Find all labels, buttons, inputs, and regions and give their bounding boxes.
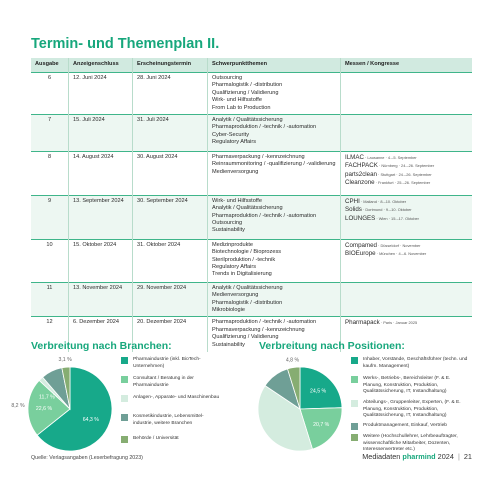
fair-name: FACHPACK <box>345 162 378 170</box>
topics-cell <box>208 195 341 239</box>
fair-detail: · Frankfurt · 25.–26. September <box>374 180 431 185</box>
fair-detail: · Paris · Januar 2025 <box>379 320 418 326</box>
table-row <box>31 282 472 317</box>
positions-legend <box>351 357 469 451</box>
topic-item: Qualifizierung / Validierung <box>212 89 279 96</box>
deadline-cell: 13. November 2024 <box>69 282 133 317</box>
topic-item: Analytik / Qualitätssicherung <box>212 205 283 212</box>
topics-cell <box>208 151 341 195</box>
topic-item: Pharmalogistik / -distribution <box>212 82 283 89</box>
topic-item: From Lab to Production <box>212 104 271 111</box>
fair-detail: · Stuttgart · 24.–26. September <box>377 171 432 177</box>
footer-mediadaten: Mediadaten <box>362 452 401 461</box>
release-cell: 29. November 2024 <box>133 282 208 317</box>
header-fairs: Messen / Kongresse <box>341 58 473 73</box>
legend-swatch <box>351 400 358 407</box>
header-issue: Ausgabe <box>31 58 69 73</box>
legend-swatch <box>351 434 358 441</box>
table-row <box>31 114 472 151</box>
table-row <box>31 195 472 239</box>
legend-label: Weitere (Hochschullehrer, Lehrbeauftragter, wissenschaftliche Mitarbeiter, Dozenten, Interessenvertreter etc.) <box>363 434 458 453</box>
topic-item: Pharmaverpackung / -kennzeichnung <box>212 153 305 160</box>
fairs-cell <box>341 73 473 115</box>
topic-item: Wirk- und Hilfsstoffe <box>212 97 262 104</box>
header-deadline: Anzeigenschluss <box>69 58 133 73</box>
legend-swatch <box>121 395 128 402</box>
pie-value-label: 64,3 % <box>82 417 99 423</box>
pie-value-label: 8,2 % <box>11 403 25 409</box>
issue-cell: 12 <box>31 317 69 352</box>
deadline-cell: 6. Dezember 2024 <box>69 317 133 352</box>
release-cell: 31. Juli 2024 <box>133 114 208 151</box>
branches-title: Verbreitung nach Branchen: <box>31 340 172 352</box>
issue-cell: 10 <box>31 239 69 282</box>
fair-detail: · Nürnberg · 24.–26. September <box>377 163 435 169</box>
footer-divider: | <box>457 452 460 461</box>
issue-cell: 9 <box>31 195 69 239</box>
deadline-cell: 13. September 2024 <box>69 195 133 239</box>
legend-swatch <box>351 376 358 383</box>
release-cell: 31. Oktober 2024 <box>133 239 208 282</box>
legend-label: Inhaber, Vorstände, Geschäftsführer (techn. und kaufm. Management) <box>363 357 468 369</box>
fair-item <box>345 198 472 206</box>
fairs-cell <box>341 195 473 239</box>
fair-item <box>345 215 472 223</box>
legend-label: Pharmaindustrie (inkl. BioTech- Unternehmen) <box>133 357 201 369</box>
fair-name: ILMAC <box>345 153 364 161</box>
legend-swatch <box>351 357 358 364</box>
schedule-body <box>31 73 472 352</box>
legend-label: Werks-, Betriebs-, Bereichsleiter (F. & E. Planung, Konstruktion, Produktion, Qualitätssicherung, IT, Instandhaltung) <box>363 376 451 395</box>
pie-value-label: 20,7 % <box>313 422 330 429</box>
fair-item <box>345 242 472 250</box>
topic-item: Biotechnologie / Bioprozess <box>212 249 282 256</box>
issue-cell: 11 <box>31 282 69 317</box>
table-header-row <box>31 58 472 73</box>
fair-item <box>345 179 472 187</box>
fair-detail: · Mailand · 8.–10. Oktober <box>359 198 407 204</box>
topic-item: Regulatory Affairs <box>212 264 257 270</box>
page-number: 21 <box>463 452 472 461</box>
fair-detail: · Wien · 15.–17. Oktober <box>375 215 419 221</box>
topic-item: Medizinprodukte <box>212 241 254 248</box>
fairs-cell <box>341 282 473 317</box>
legend-label: Consultant / Beratung in der Pharmaindustrie <box>133 376 194 388</box>
legend-label: Produktmanagement, Einkauf, Vertrieb <box>363 423 448 428</box>
release-cell: 30. August 2024 <box>133 151 208 195</box>
header-release: Erscheinungstermin <box>133 58 208 73</box>
positions-title: Verbreitung nach Positionen: <box>259 340 405 352</box>
header-topics: Schwerpunktthemen <box>208 58 341 73</box>
source-note: Quelle: Verlagsangaben (Leserbefragung 2023) <box>31 455 143 461</box>
table-row <box>31 151 472 195</box>
branches-pie-chart <box>6 353 126 463</box>
pie-value-label: 22,6 % <box>35 406 53 412</box>
pie-value-label: 24,5 % <box>310 388 327 395</box>
deadline-cell: 14. August 2024 <box>69 151 133 195</box>
fair-name: Solids <box>345 206 362 214</box>
footer-brand: pharmind <box>402 452 436 461</box>
pie-value-label-inner: 11,7 % <box>39 394 55 401</box>
page-title: Termin- und Themenplan II. <box>31 36 220 52</box>
legend-swatch <box>121 357 128 364</box>
release-cell: 28. Juni 2024 <box>133 73 208 115</box>
topic-item: Sterilproduktion / -technik <box>212 256 276 263</box>
positions-pie-chart <box>236 353 356 463</box>
fair-name: Compamed <box>345 241 377 249</box>
fair-item <box>345 319 472 327</box>
fair-item <box>345 206 472 214</box>
fair-name: Cleanzone <box>345 179 375 186</box>
fair-detail: · München · 4.–6. November <box>375 251 427 257</box>
fair-detail: · Lausanne · 4.–5. September <box>363 154 417 160</box>
fair-item <box>345 154 472 162</box>
topic-item: Pharmaproduktion / -technik / -automation <box>212 212 317 219</box>
topic-item: Analytik / Qualitätssicherung <box>212 116 283 123</box>
issue-cell: 7 <box>31 114 69 151</box>
fairs-cell <box>341 151 473 195</box>
fair-item <box>345 171 472 179</box>
fair-name: Pharmapack <box>345 319 380 327</box>
topic-item: Medienversorgung <box>212 292 259 299</box>
topic-item: Qualifizierung / Validierung <box>212 334 279 341</box>
release-cell: 30. September 2024 <box>133 195 208 239</box>
topic-item: Sustainability <box>212 341 245 348</box>
topic-item: Reinraummonitoring / -qualifizierung / -validierung <box>212 161 336 168</box>
topic-item: Medienversorgung <box>212 168 259 175</box>
branches-legend <box>121 357 223 449</box>
legend-swatch <box>121 376 128 383</box>
fair-name: CPHI <box>345 197 360 205</box>
legend-label: Behörde / Universität <box>133 436 179 441</box>
topic-item: Pharmalogistik / -distribution <box>212 299 283 306</box>
issue-cell: 6 <box>31 73 69 115</box>
topics-cell <box>208 114 341 151</box>
page-footer <box>362 452 472 461</box>
fair-detail: · Düsseldorf · November <box>376 242 421 248</box>
issue-cell: 8 <box>31 151 69 195</box>
topic-item: Pharmaproduktion / -technik / -automation <box>212 124 317 131</box>
topic-item: Outsourcing <box>212 75 243 81</box>
topics-cell <box>208 73 341 115</box>
fair-name: parts2clean <box>345 170 377 178</box>
deadline-cell: 15. Oktober 2024 <box>69 239 133 282</box>
table-row <box>31 239 472 282</box>
pie-value-label: 3,1 % <box>58 357 72 364</box>
fair-detail: · Dortmund · 9.–10. Oktober <box>361 207 412 213</box>
topic-item: Trends in Digitalisierung <box>212 271 272 278</box>
topic-item: Wirk- und Hilfsstoffe <box>212 197 262 204</box>
topic-item: Outsourcing <box>212 220 243 226</box>
topic-item: Mikrobiologie <box>212 307 245 313</box>
footer-year: 2024 <box>437 452 454 461</box>
fair-name: BIOEurope <box>345 250 376 258</box>
topic-item: Pharmaverpackung / -kennzeichnung <box>212 326 305 333</box>
legend-label: Abteilungs-, Gruppenleiter, Experten, (F. & E. Planung, Konstruktion, Produktion, Qualitätssicherung, IT, Instandhaltung) <box>363 400 461 419</box>
legend-swatch <box>121 436 128 443</box>
fairs-cell <box>341 239 473 282</box>
topic-item: Regulatory Affairs <box>212 139 257 145</box>
fair-item <box>345 250 472 258</box>
legend-label: Anlagen-, Apparate- und Maschinenbau <box>133 395 220 400</box>
fairs-cell <box>341 114 473 151</box>
topic-item: Pharmaproduktion / -technik / -automation <box>212 319 317 326</box>
fair-item <box>345 162 472 170</box>
table-row <box>31 73 472 115</box>
deadline-cell: 15. Juli 2024 <box>69 114 133 151</box>
topic-item: Cyber-Security <box>212 131 249 138</box>
legend-swatch <box>121 414 128 421</box>
legend-label: Kosmetikindustrie, Lebensmittel- industrie, weitere Branchen <box>133 414 204 426</box>
legend-swatch <box>351 423 358 430</box>
topics-cell <box>208 239 341 282</box>
topic-item: Sustainability <box>212 227 245 234</box>
pie-value-label: 4,8 % <box>285 357 300 364</box>
topic-item: Analytik / Qualitätssicherung <box>212 284 283 291</box>
topics-cell <box>208 282 341 317</box>
deadline-cell: 12. Juni 2024 <box>69 73 133 115</box>
release-cell: 20. Dezember 2024 <box>133 317 208 352</box>
fair-name: LOUNGES <box>345 214 376 222</box>
schedule-table <box>31 58 472 352</box>
